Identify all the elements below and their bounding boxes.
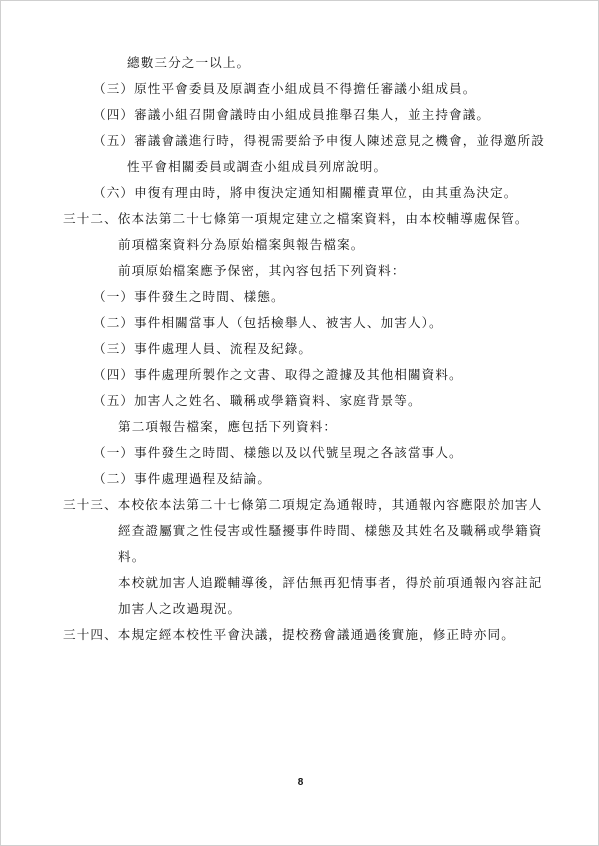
text-line: （四）事件處理所製作之文書、取得之證據及其他相關資料。 <box>93 367 463 382</box>
text-line: 總數三分之一以上。 <box>127 55 251 70</box>
text-line: 經查證屬實之性侵害或性騷擾事件時間、樣態及其姓名及職稱或學籍資 <box>118 523 543 538</box>
text-line: （一）事件發生之時間、樣態。 <box>93 289 285 304</box>
section-heading: 三十三、本校依本法第二十七條第二項規定為通報時，其通報內容應限於加害人 <box>63 497 543 512</box>
text-line: 性平會相關委員或調查小組成員列席說明。 <box>127 159 388 174</box>
text-line: （二）事件相關當事人（包括檢舉人、被害人、加害人）。 <box>93 315 443 330</box>
text-line: （二）事件處理過程及結論。 <box>93 471 272 486</box>
text-line: （三）原性平會委員及原調查小組成員不得擔任審議小組成員。 <box>93 81 477 96</box>
text-line: （六）申復有理由時，將申復決定通知相關權責單位，由其重為決定。 <box>93 185 518 200</box>
text-line: 前項檔案資料分為原始檔案與報告檔案。 <box>118 237 365 252</box>
text-line: （五）加害人之姓名、職稱或學籍資料、家庭背景等。 <box>93 393 422 408</box>
text-line: （三）事件處理人員、流程及紀錄。 <box>93 341 313 356</box>
text-line: 加害人之改過現況。 <box>118 601 242 616</box>
text-line: 前項原始檔案應予保密，其內容包括下列資料： <box>118 263 406 278</box>
text-line: （五）審議會議進行時，得視需要給予申復人陳述意見之機會，並得邀所設 <box>93 133 545 148</box>
text-line: 第二項報告檔案，應包括下列資料： <box>118 419 338 434</box>
page-number: 8 <box>297 777 304 788</box>
section-heading: 三十二、依本法第二十七條第一項規定建立之檔案資料，由本校輔導處保管。 <box>63 211 529 226</box>
section-heading: 三十四、本規定經本校性平會決議，提校務會議通過後實施，修正時亦同。 <box>63 627 515 642</box>
text-line: 料。 <box>118 549 146 564</box>
text-line: 本校就加害人追蹤輔導後，評估無再犯情事者，得於前項通報內容註記 <box>118 575 543 590</box>
text-line: （一）事件發生之時間、樣態以及以代號呈現之各該當事人。 <box>93 445 463 460</box>
text-line: （四）審議小組召開會議時由小組成員推舉召集人，並主持會議。 <box>93 107 491 122</box>
